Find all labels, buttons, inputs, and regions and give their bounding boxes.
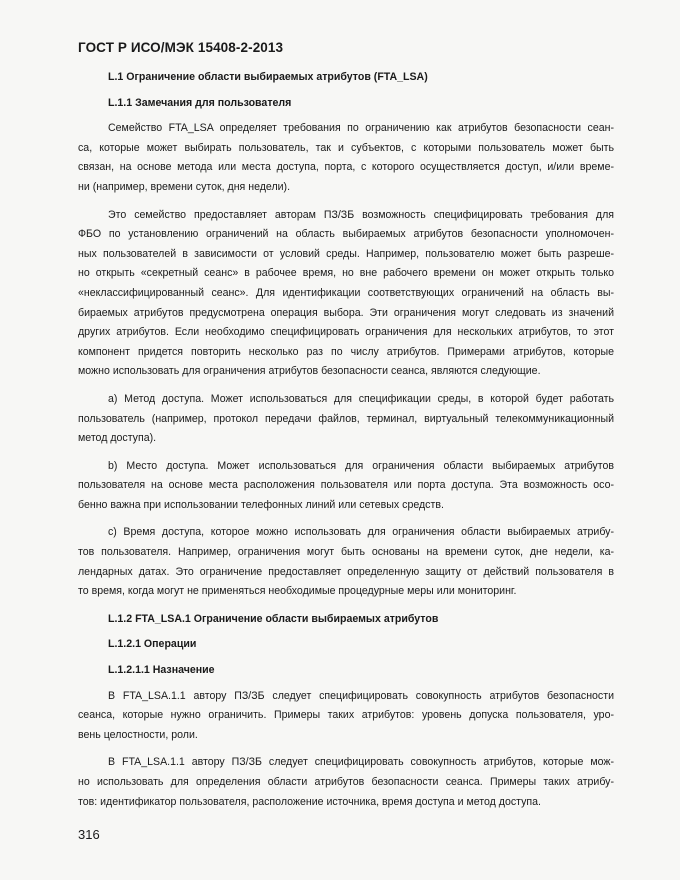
text-line: но открыть «секретный сеанс» в рабочее время, но вне рабочего времени он может открыть только	[78, 267, 614, 280]
text-line: В FTA_LSA.1.1 автору ПЗ/ЗБ следует специфицировать совокупность атрибутов, которые мож-	[108, 756, 614, 769]
text-line: с) Время доступа, которое можно использовать для ограничения области выбираемых атрибу-	[108, 526, 614, 539]
paragraph	[78, 687, 614, 746]
paragraph	[78, 523, 614, 601]
text-line: компонент придется повторить несколько раз по числу атрибутов. Примерами атрибутов, которые	[78, 345, 614, 358]
text-line: связан, на основе метода или места доступа, порта, с которого осуществляется доступ, и/или време-	[78, 161, 614, 174]
text-line: ФБО по установлению ограничений на область выбираемых атрибутов безопасности уполномочен-	[78, 228, 614, 241]
section-heading: L.1.2.1 Операции	[108, 638, 197, 651]
text-line: са, которые может выбирать пользователь, так и субъектов, с которыми пользователь может быть	[78, 141, 614, 154]
text-line: то время, когда могут не применяться необходимые процедурные меры или мониторинг.	[78, 585, 517, 598]
paragraph	[78, 390, 614, 449]
page-number: 316	[78, 827, 100, 842]
text-line: но использовать для определения области атрибутов безопасности сеанса. Примеры таких атрибу-	[78, 776, 614, 788]
text-line: Это семейство предоставляет авторам ПЗ/ЗБ возможность специфицировать требования для	[108, 208, 614, 221]
text-line: сеанса, которые нужно ограничить. Примеры таких атрибутов: уровень допуска пользователя, уро-	[78, 709, 614, 722]
text-line: Семейство FTA_LSA определяет требования по ограничению как атрибутов безопасности сеан-	[108, 122, 614, 135]
text-line: «неклассифицированный сеанс». Для идентификации соответствующих ограничений на область вы-	[78, 286, 614, 299]
paragraph	[78, 753, 614, 812]
text-line: бенно важна при использовании телефонных линий или сетевых средств.	[78, 498, 444, 511]
text-line: можно использовать для ограничения атрибутов безопасности сеанса, являются следующие.	[78, 365, 541, 378]
text-line: вень целостности, роли.	[78, 728, 198, 741]
text-line: пользователь (например, протокол передачи файлов, терминал, виртуальный телекоммуникационный	[78, 412, 614, 425]
standard-header: ГОСТ Р ИСО/МЭК 15408-2-2013	[78, 40, 284, 55]
text-line: ни (например, времени суток, дня недели).	[78, 180, 291, 193]
text-line: b) Место доступа. Может использоваться для ограничения области выбираемых атрибутов	[108, 459, 614, 472]
text-line: лендарных датах. Это ограничение предоставляет определенную защиту от действий пользователя в	[78, 565, 614, 578]
paragraph	[78, 119, 614, 197]
section-heading: L.1.1 Замечания для пользователя	[108, 96, 292, 109]
section-heading: L.1.2 FTA_LSA.1 Ограничение области выбираемых атрибутов	[108, 612, 439, 625]
text-line: В FTA_LSA.1.1 автору ПЗ/ЗБ следует специфицировать совокупность атрибутов безопасности	[108, 689, 614, 702]
text-line: пользователя на основе места расположения пользователя или порта доступа. Эта возможность осо-	[78, 479, 614, 492]
document-body	[78, 68, 614, 820]
text-line: метод доступа).	[78, 432, 157, 445]
text-line: а) Метод доступа. Может использоваться для спецификации среды, в которой будет работать	[108, 392, 614, 405]
paragraph	[78, 206, 614, 382]
text-line: ных пользователей в зависимости от условий среды. Например, пользователю может быть разреше-	[78, 247, 614, 260]
section-heading: L.1 Ограничение области выбираемых атрибутов (FTA_LSA)	[108, 71, 428, 83]
text-line: тов пользователя. Например, ограничения могут быть основаны на времени суток, дне недели, ка-	[78, 546, 614, 559]
text-line: тов: идентификатор пользователя, расположение источника, время доступа и метод доступа.	[78, 795, 542, 808]
section-heading: L.1.2.1.1 Назначение	[108, 664, 215, 677]
paragraph	[78, 457, 614, 516]
text-line: бираемых атрибутов предусмотрена операция выбора. Эти ограничения могут следовать из значений	[78, 306, 614, 319]
text-line: других атрибутов. Если необходимо специфицировать ограничения для нескольких атрибутов, то этот	[78, 326, 614, 339]
